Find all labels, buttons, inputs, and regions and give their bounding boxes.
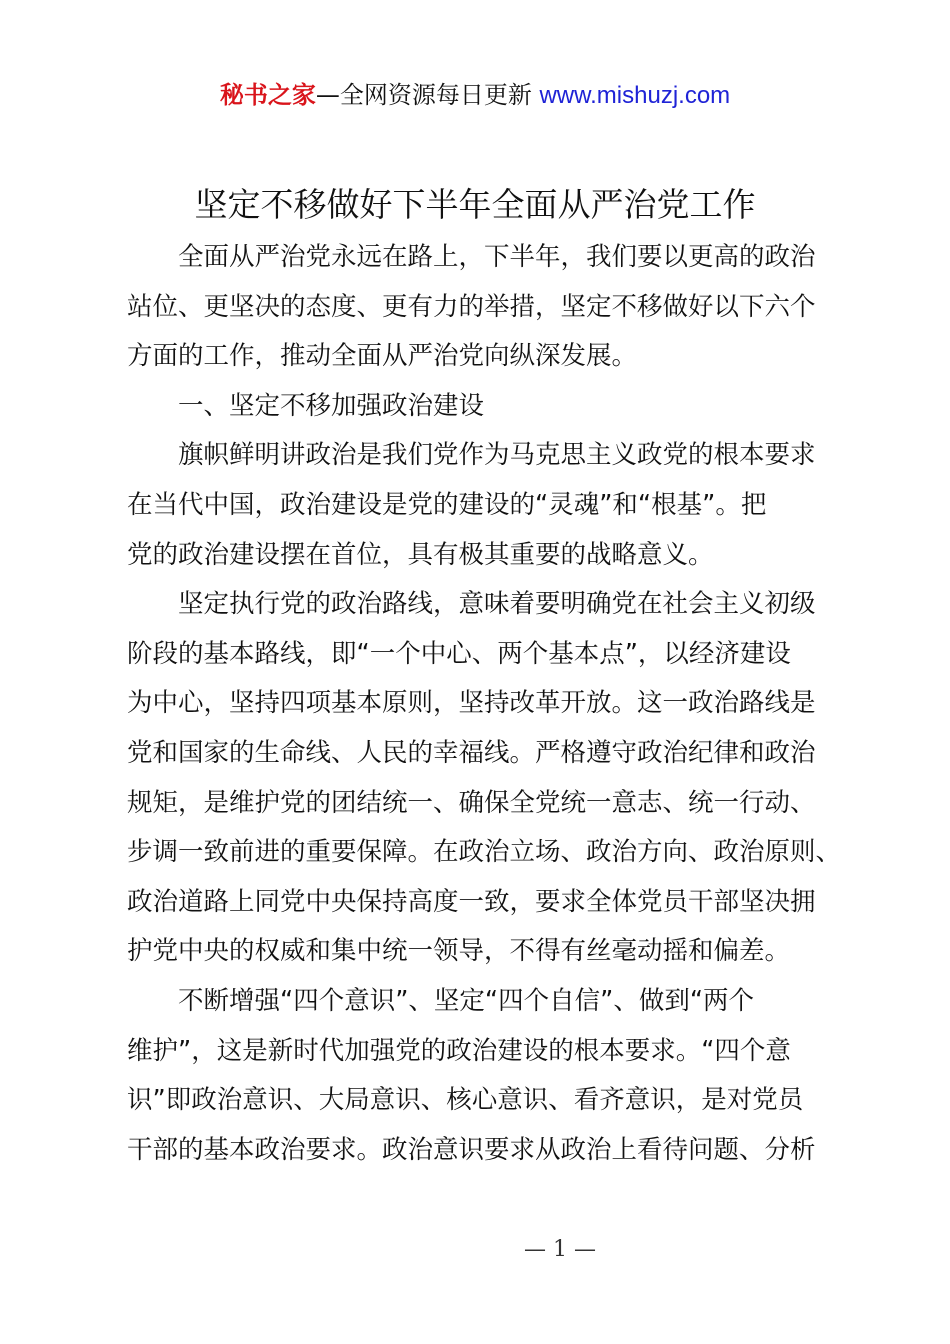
body-line: 方面的工作，推动全面从严治党向纵深发展。 [127, 341, 638, 372]
body-line: 为中心，坚持四项基本原则，坚持改革开放。这一政治路线是 [127, 688, 816, 719]
header-slogan: —全网资源每日更新 [315, 81, 540, 109]
body-line: 规矩，是维护党的团结统一、确保全党统一意志、统一行动、 [127, 787, 816, 818]
section-heading: 一、坚定不移加强政治建设 [178, 390, 485, 421]
body-line: 全面从严治党永远在路上，下半年，我们要以更高的政治 [178, 242, 816, 272]
body-line: 党的政治建设摆在首位，具有极其重要的战略意义。 [127, 539, 714, 570]
brand-name: 秘书之家 [219, 81, 316, 109]
body-line: 坚定执行党的政治路线，意味着要明确党在社会主义初级 [178, 589, 816, 620]
body-line: 阶段的基本路线，即“一个中心、两个基本点”，以经济建设 [127, 638, 791, 669]
header-url[interactable]: www.mishuzj.com [539, 82, 731, 109]
body-line: 在当代中国，政治建设是党的建设的“灵魂”和“根基”。把 [127, 489, 767, 520]
body-line: 政治道路上同党中央保持高度一致，要求全体党员干部坚决拥 [127, 886, 816, 917]
site-header [0, 78, 950, 113]
body-line: 党和国家的生命线、人民的幸福线。严格遵守政治纪律和政治 [127, 737, 816, 768]
body-line: 干部的基本政治要求。政治意识要求从政治上看待问题、分析 [127, 1134, 816, 1165]
document-body [127, 233, 847, 1175]
page-number: — 1 — [524, 1237, 596, 1262]
body-line: 步调一致前进的重要保障。在政治立场、政治方向、政治原则、 [127, 837, 842, 868]
body-line: 识”即政治意识、大局意识、核心意识、看齐意识，是对党员 [127, 1085, 804, 1116]
body-line: 旗帜鲜明讲政治是我们党作为马克思主义政党的根本要求 [178, 440, 816, 471]
body-line: 维护”，这是新时代加强党的政治建设的根本要求。“四个意 [127, 1035, 791, 1066]
body-line: 站位、更坚决的态度、更有力的举措，坚定不移做好以下六个 [127, 291, 816, 322]
body-line: 不断增强“四个意识”、坚定“四个自信”、做到“两个 [178, 985, 755, 1016]
document-title: 坚定不移做好下半年全面从严治党工作 [194, 185, 756, 224]
body-line: 护党中央的权威和集中统一领导，不得有丝毫动摇和偏差。 [127, 936, 791, 967]
